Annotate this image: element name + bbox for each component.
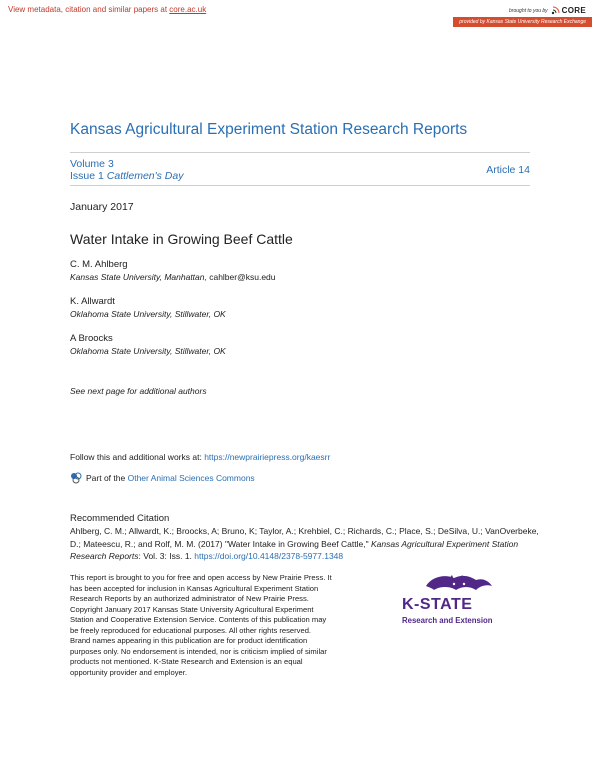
brought-by-text: brought to you by — [509, 7, 548, 14]
follow-prefix: Follow this and additional works at: — [70, 452, 205, 462]
commons-link[interactable]: Other Animal Sciences Commons — [127, 473, 255, 483]
affiliation-text: Kansas State University, Manhattan, — [70, 272, 210, 282]
author-name: K. Allwardt — [70, 296, 115, 307]
journal-title[interactable]: Kansas Agricultural Experiment Station Research Reports — [70, 121, 468, 138]
issue-link[interactable] — [70, 170, 183, 182]
commons-icon — [70, 472, 82, 484]
citation-text: Ahlberg, C. M.; Allwardt, K.; Broocks, A; Bruno, K; Taylor, A.; Krehbiel, C.; Richards, C.; Place, S.; DeSilva, U.; VanOverbeke, D.; Mateescu, R.; and Rolf, M. M. (2017) "Water Intake in Growing Beef Cattle," — [70, 526, 539, 549]
brought-by[interactable] — [509, 6, 586, 15]
author-email[interactable]: cahlber@ksu.edu — [209, 272, 276, 282]
paper-title: Water Intake in Growing Beef Cattle — [70, 231, 293, 247]
divider — [70, 152, 530, 153]
kstate-wordmark: K-STATE — [402, 596, 473, 613]
author-affiliation: Oklahoma State University, Stillwater, OK — [70, 309, 226, 319]
volume-link[interactable]: Volume 3 — [70, 158, 114, 170]
core-logo — [551, 6, 586, 15]
see-next-page-note: See next page for additional authors — [70, 386, 207, 396]
part-of-prefix: Part of the — [86, 473, 128, 483]
core-logo-text: CORE — [561, 6, 586, 15]
author-name: A Broocks — [70, 333, 113, 344]
author-name: C. M. Ahlberg — [70, 259, 128, 270]
author-affiliation — [70, 272, 276, 282]
article-link[interactable]: Article 14 — [486, 164, 530, 176]
core-metadata-link[interactable] — [8, 5, 206, 14]
core-metadata-text: View metadata, citation and similar papers at — [8, 5, 170, 14]
citation-journal: Kansas Agricultural Experiment Station Research Reports — [70, 538, 519, 561]
access-notice: This report is brought to you for free and open access by New Prairie Press. It has been accepted for inclusion in Kansas Agricultural Experiment Station Research Reports by an authorized administrator of New Prairie Press. Copyright January 2017 Kansas State University Agricultural Experiment Station and Cooperative Extension Service. Contents of this publication may be freely reproduced for educational purposes. All other rights reserved. Brand names appearing in this publication are for product identification purposes only. No endorsement is intended, nor is criticism implied of similar products not mentioned. K-State Research and Extension is an equal opportunity provider and employer. — [70, 573, 332, 677]
divider — [70, 185, 530, 186]
core-banner — [0, 0, 600, 27]
recommended-citation — [70, 525, 540, 563]
doi-link[interactable]: https://doi.org/10.4148/2378-5977.1348 — [194, 551, 344, 561]
recommended-citation-heading: Recommended Citation — [70, 513, 170, 524]
core-icon — [551, 6, 560, 15]
part-of-line — [70, 472, 255, 484]
repository-link[interactable]: https://newprairiepress.org/kaesrr — [204, 452, 331, 462]
issue-name: Cattlemen's Day — [106, 170, 184, 182]
author-affiliation: Oklahoma State University, Stillwater, OK — [70, 346, 226, 356]
issue-prefix: Issue 1 — [70, 170, 107, 182]
citation-volume: : Vol. 3: Iss. 1. — [138, 551, 195, 561]
kstate-subtitle: Research and Extension — [402, 616, 493, 625]
publication-date: January 2017 — [70, 201, 134, 213]
follow-line — [70, 452, 330, 462]
core-ac-uk-link[interactable]: core.ac.uk — [169, 5, 207, 14]
provided-by-bar[interactable]: provided by Kansas State University Research Exchange — [453, 17, 592, 27]
